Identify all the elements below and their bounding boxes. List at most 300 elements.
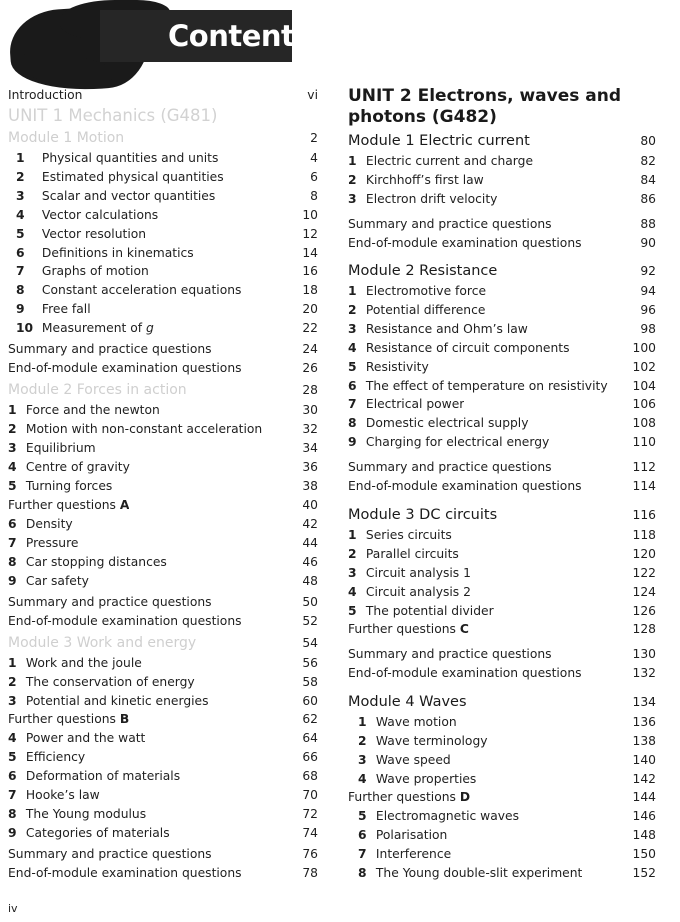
entry-label bbox=[348, 171, 484, 189]
module-title: Module 3 Work and energy bbox=[8, 635, 197, 651]
entry-label bbox=[8, 553, 167, 571]
entry-page: 126 bbox=[632, 603, 656, 618]
entry-number: 3 bbox=[358, 752, 367, 767]
entry-page: 28 bbox=[302, 383, 318, 397]
page-title: Contents bbox=[168, 19, 312, 53]
entry-label bbox=[8, 401, 160, 419]
entry-page: 146 bbox=[632, 809, 656, 823]
entry-number: 4 bbox=[8, 731, 17, 745]
entry-number: 1 bbox=[348, 284, 357, 298]
toc-entry[interactable] bbox=[8, 654, 318, 672]
further-label: Further questions bbox=[8, 712, 116, 726]
entry-label bbox=[348, 713, 457, 731]
entry-label bbox=[348, 583, 471, 601]
toc-entry[interactable] bbox=[348, 234, 656, 252]
entry-page: 152 bbox=[632, 865, 656, 880]
module-heading[interactable] bbox=[8, 634, 318, 652]
toc-entry[interactable] bbox=[8, 244, 318, 262]
toc-entry[interactable] bbox=[8, 692, 318, 710]
entry-page: 20 bbox=[302, 302, 318, 317]
entry-label: End-of-module examination questions bbox=[348, 666, 582, 680]
toc-entry[interactable] bbox=[348, 395, 656, 413]
toc-entry[interactable] bbox=[348, 770, 656, 788]
toc-entry[interactable] bbox=[348, 458, 656, 476]
entry-title: Density bbox=[25, 517, 73, 531]
entry-number: 7 bbox=[16, 264, 25, 279]
entry-label bbox=[8, 824, 170, 842]
entry-title: Kirchhoff’s first law bbox=[365, 172, 484, 187]
entry-title: Circuit analysis 1 bbox=[365, 565, 471, 580]
toc-entry[interactable] bbox=[8, 710, 318, 728]
further-letter: D bbox=[459, 790, 471, 804]
module-title: Module 4 Waves bbox=[348, 694, 467, 710]
entry-label bbox=[348, 377, 608, 395]
entry-number: 7 bbox=[8, 787, 17, 802]
entry-number: 8 bbox=[348, 416, 357, 431]
entry-label bbox=[8, 225, 146, 243]
entry-number: 2 bbox=[8, 421, 17, 436]
entry-page: 58 bbox=[302, 674, 318, 689]
entry-page: 74 bbox=[302, 825, 318, 840]
toc-entry[interactable] bbox=[348, 751, 656, 769]
entry-title: Force and the newton bbox=[25, 403, 160, 417]
entry-page: 64 bbox=[302, 731, 318, 745]
entry-label bbox=[348, 358, 429, 376]
toc-entry[interactable] bbox=[348, 545, 656, 563]
toc-entry[interactable] bbox=[8, 593, 318, 611]
toc-entry[interactable] bbox=[8, 281, 318, 299]
entry-page: 88 bbox=[640, 217, 656, 231]
entry-page: 112 bbox=[632, 460, 656, 474]
entry-number: 6 bbox=[348, 378, 357, 393]
entry-title: Graphs of motion bbox=[41, 264, 149, 279]
entry-page: 76 bbox=[302, 847, 318, 861]
module-heading[interactable] bbox=[348, 693, 656, 711]
entry-number: 8 bbox=[8, 806, 17, 821]
toc-entry[interactable] bbox=[8, 86, 318, 104]
entry-page: 150 bbox=[632, 846, 656, 861]
entry-page: 38 bbox=[302, 478, 318, 493]
entry-number: 6 bbox=[8, 768, 17, 783]
entry-label bbox=[348, 526, 452, 544]
entry-label bbox=[348, 751, 451, 769]
entry-number: 3 bbox=[8, 693, 17, 708]
further-label: Further questions bbox=[348, 790, 456, 804]
entry-page: 142 bbox=[632, 771, 656, 786]
entry-title: Wave motion bbox=[375, 715, 457, 729]
entry-number: 1 bbox=[348, 154, 357, 168]
toc-entry[interactable] bbox=[348, 414, 656, 432]
entry-label bbox=[348, 807, 519, 825]
entry-label bbox=[8, 729, 145, 747]
toc-entry[interactable] bbox=[8, 340, 318, 358]
entry-title: Wave properties bbox=[375, 771, 477, 786]
entry-title: Resistivity bbox=[365, 359, 429, 374]
entry-title: Physical quantities and units bbox=[41, 151, 219, 165]
entry-title: The potential divider bbox=[365, 603, 494, 618]
entry-title: Equilibrium bbox=[25, 440, 96, 455]
toc-entry[interactable] bbox=[8, 300, 318, 318]
entry-page: 68 bbox=[302, 768, 318, 783]
entry-page: 48 bbox=[302, 573, 318, 588]
entry-page: 40 bbox=[302, 498, 318, 512]
entry-title: Polarisation bbox=[375, 827, 448, 842]
toc-entry[interactable] bbox=[348, 788, 656, 806]
entry-page: 86 bbox=[640, 191, 656, 206]
entry-page: 56 bbox=[302, 656, 318, 670]
toc-entry[interactable] bbox=[348, 645, 656, 663]
entry-number: 1 bbox=[358, 715, 367, 729]
toc-entry[interactable] bbox=[8, 845, 318, 863]
entry-page: 82 bbox=[640, 154, 656, 168]
entry-label: End-of-module examination questions bbox=[8, 614, 242, 628]
entry-label: Summary and practice questions bbox=[8, 847, 212, 861]
toc-entry[interactable] bbox=[8, 319, 318, 337]
entry-page: 118 bbox=[632, 528, 656, 542]
entry-number: 5 bbox=[348, 359, 357, 374]
entry-number: 2 bbox=[8, 674, 17, 689]
entry-number: 6 bbox=[8, 517, 17, 531]
entry-page: 124 bbox=[632, 584, 656, 599]
toc-entry[interactable] bbox=[348, 564, 656, 582]
entry-page: 62 bbox=[302, 712, 318, 726]
entry-label bbox=[348, 339, 570, 357]
entry-label bbox=[348, 770, 476, 788]
toc-entry[interactable] bbox=[8, 496, 318, 514]
entry-number: 8 bbox=[358, 865, 367, 880]
entry-page: 50 bbox=[302, 595, 318, 609]
toc-entry[interactable] bbox=[8, 824, 318, 842]
entry-label bbox=[348, 564, 471, 582]
toc-entry[interactable] bbox=[8, 420, 318, 438]
entry-title: Interference bbox=[375, 846, 452, 861]
entry-number: 9 bbox=[8, 573, 17, 588]
entry-page: 148 bbox=[632, 827, 656, 842]
entry-label bbox=[348, 433, 549, 451]
module-title: Module 1 Electric current bbox=[348, 133, 530, 149]
entry-title: Measurement of g bbox=[41, 321, 154, 336]
entry-number: 1 bbox=[8, 403, 17, 417]
entry-label: End-of-module examination questions bbox=[8, 361, 242, 375]
entry-page: 136 bbox=[632, 715, 656, 729]
entry-label bbox=[348, 620, 469, 638]
entry-number: 1 bbox=[348, 528, 357, 542]
entry-page: 54 bbox=[302, 636, 318, 650]
toc-entry[interactable] bbox=[348, 215, 656, 233]
entry-title: Circuit analysis 2 bbox=[365, 584, 471, 599]
symbol-g: g bbox=[146, 321, 154, 336]
toc-entry[interactable] bbox=[8, 206, 318, 224]
entry-number: 9 bbox=[16, 302, 25, 317]
entry-number: 8 bbox=[8, 554, 17, 569]
toc-entry[interactable] bbox=[8, 767, 318, 785]
toc-entry[interactable] bbox=[348, 583, 656, 601]
entry-label bbox=[348, 864, 582, 882]
entry-number: 5 bbox=[358, 809, 367, 823]
further-label: Further questions bbox=[348, 622, 456, 636]
entry-page: 130 bbox=[632, 647, 656, 661]
entry-label bbox=[8, 244, 194, 262]
entry-page: 10 bbox=[302, 207, 318, 222]
entry-page: 106 bbox=[632, 397, 656, 412]
toc-entry[interactable] bbox=[348, 826, 656, 844]
entry-number: 3 bbox=[8, 440, 17, 455]
entry-title: Definitions in kinematics bbox=[41, 245, 194, 260]
entry-number: 3 bbox=[16, 188, 25, 203]
toc-entry[interactable] bbox=[8, 534, 318, 552]
toc-entry[interactable] bbox=[348, 358, 656, 376]
entry-page: 92 bbox=[640, 264, 656, 278]
entry-page: 134 bbox=[632, 695, 656, 709]
entry-label bbox=[8, 748, 85, 766]
entry-number: 2 bbox=[348, 302, 357, 317]
entry-label bbox=[8, 692, 209, 710]
entry-page: 44 bbox=[302, 535, 318, 550]
toc-entry[interactable] bbox=[348, 620, 656, 638]
entry-title: Parallel circuits bbox=[365, 546, 459, 561]
page-folio: iv bbox=[8, 902, 18, 915]
entry-page: 42 bbox=[302, 517, 318, 531]
toc-entry[interactable] bbox=[8, 786, 318, 804]
entry-title: Wave speed bbox=[375, 752, 451, 767]
entry-label bbox=[348, 732, 488, 750]
entry-label bbox=[348, 395, 464, 413]
entry-label bbox=[8, 149, 218, 167]
entry-page: 138 bbox=[632, 733, 656, 748]
entry-page: 72 bbox=[302, 806, 318, 821]
entry-label bbox=[8, 168, 224, 186]
entry-page: 60 bbox=[302, 693, 318, 708]
entry-title: The Young modulus bbox=[25, 806, 147, 821]
toc-entry[interactable] bbox=[8, 673, 318, 691]
entry-page: 128 bbox=[632, 622, 656, 636]
entry-number: 1 bbox=[8, 656, 17, 670]
entry-title: Domestic electrical supply bbox=[365, 416, 529, 431]
entry-title: Motion with non-constant acceleration bbox=[25, 421, 263, 436]
entry-number: 4 bbox=[348, 584, 357, 599]
entry-page: 100 bbox=[632, 340, 656, 355]
toc-entry[interactable] bbox=[348, 845, 656, 863]
toc-entry[interactable] bbox=[8, 515, 318, 533]
toc-entry[interactable] bbox=[8, 439, 318, 457]
entry-number: 7 bbox=[348, 397, 357, 412]
entry-title: Estimated physical quantities bbox=[41, 169, 224, 184]
entry-label bbox=[8, 262, 149, 280]
entry-label bbox=[348, 301, 485, 319]
entry-page: 80 bbox=[640, 134, 656, 148]
entry-page: 12 bbox=[302, 226, 318, 241]
entry-title: Potential and kinetic energies bbox=[25, 693, 209, 708]
toc-entry[interactable] bbox=[8, 729, 318, 747]
entry-page: 132 bbox=[632, 666, 656, 680]
entry-title: Resistance of circuit components bbox=[365, 340, 570, 355]
entry-page: 2 bbox=[310, 131, 318, 145]
module-title: Module 1 Motion bbox=[8, 130, 125, 146]
entry-page: 4 bbox=[310, 151, 318, 165]
entry-number: 1 bbox=[16, 151, 25, 165]
entry-number: 5 bbox=[16, 226, 25, 241]
entry-title: Electric current and charge bbox=[365, 154, 534, 168]
entry-page: 18 bbox=[302, 283, 318, 298]
entry-label bbox=[8, 534, 78, 552]
module-heading[interactable] bbox=[8, 129, 318, 147]
entry-title: The conservation of energy bbox=[25, 674, 195, 689]
toc-entry[interactable] bbox=[348, 526, 656, 544]
unit-heading bbox=[348, 86, 656, 130]
entry-page: 22 bbox=[302, 321, 318, 336]
toc-entry[interactable] bbox=[348, 732, 656, 750]
entry-number: 4 bbox=[16, 207, 25, 222]
entry-title: Hooke’s law bbox=[25, 787, 100, 802]
entry-number: 3 bbox=[348, 321, 357, 336]
entry-title: Vector resolution bbox=[41, 226, 147, 241]
entry-page: 122 bbox=[632, 565, 656, 580]
toc-entry[interactable] bbox=[348, 433, 656, 451]
entry-page: 8 bbox=[310, 188, 318, 203]
toc-entry[interactable] bbox=[348, 713, 656, 731]
entry-title: The Young double-slit experiment bbox=[375, 865, 583, 880]
entry-page: 90 bbox=[640, 236, 656, 250]
toc-entry[interactable] bbox=[348, 377, 656, 395]
toc-entry[interactable] bbox=[8, 553, 318, 571]
entry-number: 6 bbox=[16, 245, 25, 260]
toc-entry[interactable] bbox=[8, 805, 318, 823]
module-heading[interactable] bbox=[348, 506, 656, 524]
entry-page: 144 bbox=[632, 790, 656, 804]
toc-entry[interactable] bbox=[348, 320, 656, 338]
entry-title: Vector calculations bbox=[41, 207, 159, 222]
entry-title: Electrical power bbox=[365, 397, 465, 412]
entry-title: Electromagnetic waves bbox=[375, 809, 519, 823]
toc-entry[interactable] bbox=[348, 864, 656, 882]
entry-label: End-of-module examination questions bbox=[8, 866, 242, 880]
entry-label bbox=[348, 826, 447, 844]
toc-entry[interactable] bbox=[8, 864, 318, 882]
entry-title: Power and the watt bbox=[25, 731, 146, 745]
entry-page: 104 bbox=[632, 378, 656, 393]
entry-page: 114 bbox=[632, 479, 656, 493]
toc-entry[interactable] bbox=[348, 282, 656, 300]
entry-label bbox=[8, 477, 112, 495]
entry-label: Summary and practice questions bbox=[348, 647, 552, 661]
toc-entry[interactable] bbox=[348, 190, 656, 208]
entry-number: 9 bbox=[348, 435, 357, 450]
module-title: Module 2 Forces in action bbox=[8, 382, 187, 398]
toc-entry[interactable] bbox=[8, 187, 318, 205]
entry-page: 78 bbox=[302, 866, 318, 880]
entry-label bbox=[348, 788, 470, 806]
toc-entry[interactable] bbox=[8, 477, 318, 495]
entry-label bbox=[8, 458, 130, 476]
toc-entry[interactable] bbox=[348, 152, 656, 170]
entry-title: Electromotive force bbox=[365, 284, 487, 298]
entry-label: Summary and practice questions bbox=[8, 595, 212, 609]
toc-entry[interactable] bbox=[8, 572, 318, 590]
entry-number: 4 bbox=[358, 771, 367, 786]
entry-label bbox=[8, 654, 142, 672]
entry-label bbox=[8, 673, 195, 691]
entry-title: Efficiency bbox=[25, 749, 86, 764]
module-heading[interactable] bbox=[348, 262, 656, 280]
toc-entry[interactable] bbox=[348, 664, 656, 682]
entry-page: 120 bbox=[632, 546, 656, 561]
toc-entry[interactable] bbox=[8, 458, 318, 476]
entry-title: Scalar and vector quantities bbox=[41, 188, 216, 203]
toc-entry[interactable] bbox=[8, 262, 318, 280]
entry-number: 5 bbox=[8, 749, 17, 764]
entry-label: End-of-module examination questions bbox=[348, 479, 582, 493]
module-title: Module 3 DC circuits bbox=[348, 507, 498, 523]
toc-entry[interactable] bbox=[348, 807, 656, 825]
toc-entry[interactable] bbox=[8, 359, 318, 377]
entry-label bbox=[8, 496, 129, 514]
entry-page: 34 bbox=[302, 440, 318, 455]
entry-label: Introduction bbox=[8, 88, 83, 102]
module-heading[interactable] bbox=[8, 381, 318, 399]
entry-number: 3 bbox=[348, 191, 357, 206]
entry-number: 3 bbox=[348, 565, 357, 580]
entry-label bbox=[348, 282, 486, 300]
toc-entry[interactable] bbox=[348, 171, 656, 189]
entry-label bbox=[8, 439, 96, 457]
toc-entry[interactable] bbox=[8, 401, 318, 419]
entry-title: Categories of materials bbox=[25, 825, 170, 840]
entry-title: Car stopping distances bbox=[25, 554, 167, 569]
entry-label bbox=[348, 320, 528, 338]
unit-title: UNIT 2 Electrons, waves and photons (G482) bbox=[348, 86, 622, 127]
entry-page: 6 bbox=[310, 169, 318, 184]
toc-entry[interactable] bbox=[8, 748, 318, 766]
entry-page: 36 bbox=[302, 459, 318, 474]
toc-entry[interactable] bbox=[348, 339, 656, 357]
toc-entry[interactable] bbox=[8, 225, 318, 243]
entry-page: 102 bbox=[632, 359, 656, 374]
entry-number: 7 bbox=[8, 535, 17, 550]
toc-entry[interactable] bbox=[8, 168, 318, 186]
entry-label: Summary and practice questions bbox=[348, 217, 552, 231]
entry-page: 116 bbox=[632, 508, 656, 522]
entry-number: 2 bbox=[348, 172, 357, 187]
entry-label bbox=[348, 152, 533, 170]
entry-page: 98 bbox=[640, 321, 656, 336]
entry-label bbox=[8, 206, 158, 224]
entry-page: 108 bbox=[632, 416, 656, 431]
entry-page: 52 bbox=[302, 614, 318, 628]
entry-number: 6 bbox=[358, 827, 367, 842]
entry-label bbox=[8, 767, 180, 785]
entry-title: Series circuits bbox=[365, 528, 452, 542]
entry-title: Turning forces bbox=[25, 478, 113, 493]
module-heading[interactable] bbox=[348, 132, 656, 150]
toc-entry[interactable] bbox=[348, 477, 656, 495]
toc-entry[interactable] bbox=[8, 612, 318, 630]
entry-number: 5 bbox=[8, 478, 17, 493]
unit-title: UNIT 1 Mechanics (G481) bbox=[8, 106, 218, 125]
entry-label bbox=[348, 545, 459, 563]
toc-entry[interactable] bbox=[348, 301, 656, 319]
further-label: Further questions bbox=[8, 498, 116, 512]
entry-title: Potential difference bbox=[365, 302, 486, 317]
entry-number: 2 bbox=[348, 546, 357, 561]
entry-page: 84 bbox=[640, 172, 656, 187]
toc-entry[interactable] bbox=[8, 149, 318, 167]
entry-number: 5 bbox=[348, 603, 357, 618]
toc-entry[interactable] bbox=[348, 602, 656, 620]
entry-number: 10 bbox=[16, 321, 34, 336]
entry-label bbox=[8, 281, 241, 299]
entry-label: Summary and practice questions bbox=[8, 342, 212, 356]
entry-label bbox=[8, 300, 91, 318]
